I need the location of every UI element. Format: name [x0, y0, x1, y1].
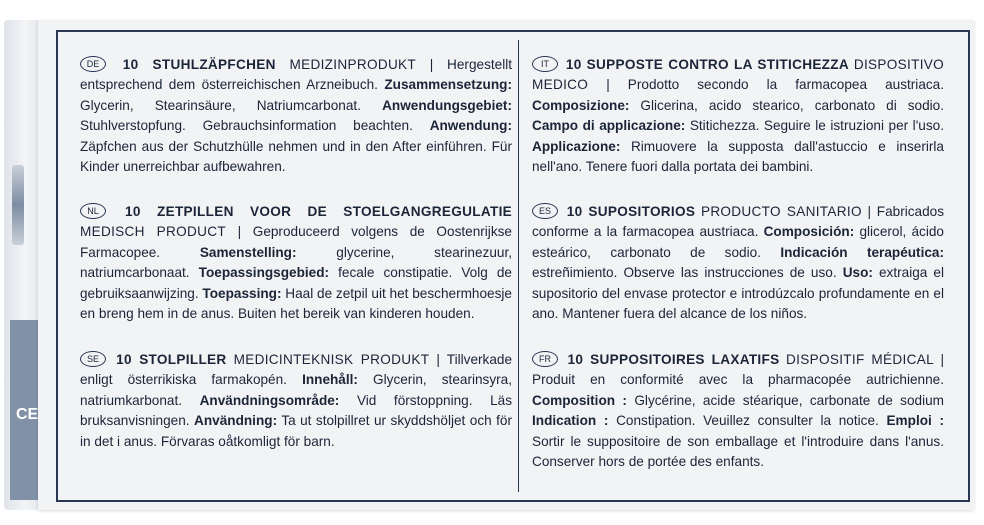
product-category-se: MEDICINTEKNISK PRODUKT — [233, 352, 430, 367]
usage-label-de: Anwendung: — [429, 118, 512, 134]
section-it — [532, 55, 944, 177]
application-area-label-se: Användningsområde: — [199, 392, 340, 408]
usage-label-es: Uso: — [842, 265, 873, 281]
language-badge-de: DE — [80, 56, 106, 72]
section-nl — [80, 202, 512, 324]
usage-se: Ta ut stolpillret ur skyddshöljet och för in det i anus. Förvaras oåtkomligt för barn. — [80, 413, 512, 449]
section-fr — [532, 350, 944, 472]
application-area-label-nl: Toepassingsgebied: — [198, 265, 330, 281]
column-divider — [518, 40, 519, 492]
usage-de: Zäpfchen aus der Schutzhülle nehmen und in den After einführen. Für Kinder unerreichbar aufbewahren. — [80, 138, 512, 175]
language-badge-fr: FR — [532, 351, 558, 367]
composition-se: Glycerin, stearinsyra, natriumkarbonat. — [80, 372, 513, 408]
usage-label-se: Användning: — [194, 413, 278, 429]
usage-label-nl: Toepassing: — [202, 285, 282, 301]
intro-se: | Tillverkade enligt österrikiska farmakopén. — [80, 352, 513, 388]
section-de — [80, 55, 512, 177]
application-area-it: Stitichezza. Seguire le istruzioni per l'uso. — [689, 118, 944, 134]
language-badge-se: SE — [80, 351, 106, 367]
application-area-label-it: Campo di applicazione: — [532, 118, 686, 134]
composition-label-it: Composizione: — [532, 97, 630, 113]
product-title-es: 10 SUPOSITORIOS — [566, 204, 696, 219]
application-area-se: Vid förstoppning. Läs bruksanvisningen. — [80, 392, 513, 429]
language-badge-es: ES — [532, 203, 558, 219]
intro-nl: | Geproduceerd volgens de Oostenrijkse Farmacopee. — [80, 224, 512, 260]
section-se — [80, 350, 512, 452]
composition-fr: Glycérine, acide stéarique, carbonate de sodium — [634, 392, 944, 408]
section-es — [532, 202, 944, 324]
composition-label-se: Innehåll: — [302, 372, 358, 388]
usage-label-it: Applicazione: — [532, 138, 621, 154]
application-area-fr: Constipation. Veuillez consulter la notice. — [616, 413, 879, 429]
usage-it: Rimuovere la supposta dall'astuccio e inserirla nell'ano. Tenere fuori dalla portata dei bambini. — [532, 138, 944, 175]
side-logo-mark — [12, 165, 24, 245]
product-title-de: 10 STUHLZÄPFCHEN — [122, 57, 276, 72]
application-area-es: estreñimiento. Observe las instrucciones de uso. — [532, 265, 837, 281]
product-title-it: 10 SUPPOSTE CONTRO LA STITICHEZZA — [565, 57, 850, 72]
language-badge-nl: NL — [80, 203, 106, 219]
composition-label-de: Zusammensetzung: — [384, 77, 512, 93]
usage-nl: Haal de zetpil uit het beschermhoesje en breng hem in de anus. Buiten het bereik van kinderen houden. — [80, 285, 512, 322]
product-category-fr: DISPOSITIF MÉDICAL — [786, 352, 934, 367]
application-area-de: Stuhlverstopfung. Gebrauchsinformation beachten. — [80, 118, 413, 134]
application-area-label-de: Anwendungsgebiet: — [382, 97, 512, 113]
composition-de: Glycerin, Stearinsäure, Natriumcarbonat. — [80, 97, 361, 113]
composition-es: glicerol, ácido esteárico, carbonato de sodio. — [532, 224, 944, 260]
intro-es: | Fabricados conforme a la farmacopea austriaca. — [532, 204, 945, 240]
product-category-es: PRODUCTO SANITARIO — [700, 204, 862, 219]
composition-label-fr: Composition : — [532, 392, 627, 408]
product-title-nl: 10 ZETPILLEN VOOR DE STOELGANGREGULATIE — [124, 204, 513, 219]
language-badge-it: IT — [532, 56, 558, 72]
composition-label-es: Composición: — [763, 224, 855, 240]
application-area-label-fr: Indication : — [532, 413, 609, 429]
product-category-de: MEDIZINPRODUKT — [289, 57, 417, 72]
application-area-nl: fecale constipatie. Volg de gebruiksaanwijzing. — [80, 265, 512, 301]
intro-fr: | Produit en conformité avec la pharmacopée autrichienne. — [532, 352, 945, 388]
composition-label-nl: Samenstelling: — [199, 244, 297, 260]
intro-de: | Hergestellt entsprechend dem österreichischen Arzneibuch. — [80, 57, 513, 93]
product-title-fr: 10 SUPPOSITOIRES LAXATIFS — [567, 352, 780, 367]
product-category-it: DISPOSITIVO MEDICO — [532, 57, 945, 93]
usage-fr: Sortir le suppositoire de son emballage et l'introduire dans l'anus. Conserver hors de portée des enfants. — [532, 433, 944, 470]
intro-it: | Prodotto secondo la farmacopea austriaca. — [606, 77, 945, 93]
application-area-label-es: Indicación terapéutica: — [780, 244, 945, 260]
composition-it: Glicerina, acido stearico, carbonato di sodio. — [640, 97, 944, 113]
usage-es: extraiga el supositorio del envase protector e introdúzcalo profundamente en el ano. Mantener fuera del alcance de los niños. — [532, 265, 945, 322]
product-category-nl: MEDISCH PRODUCT — [80, 224, 226, 240]
composition-nl: glycerine, stearinezuur, natriumcarbonaat. — [80, 244, 513, 281]
usage-label-fr: Emploi : — [886, 413, 945, 429]
ce-mark: CE — [16, 406, 39, 423]
product-title-se: 10 STOLPILLER — [116, 352, 227, 367]
